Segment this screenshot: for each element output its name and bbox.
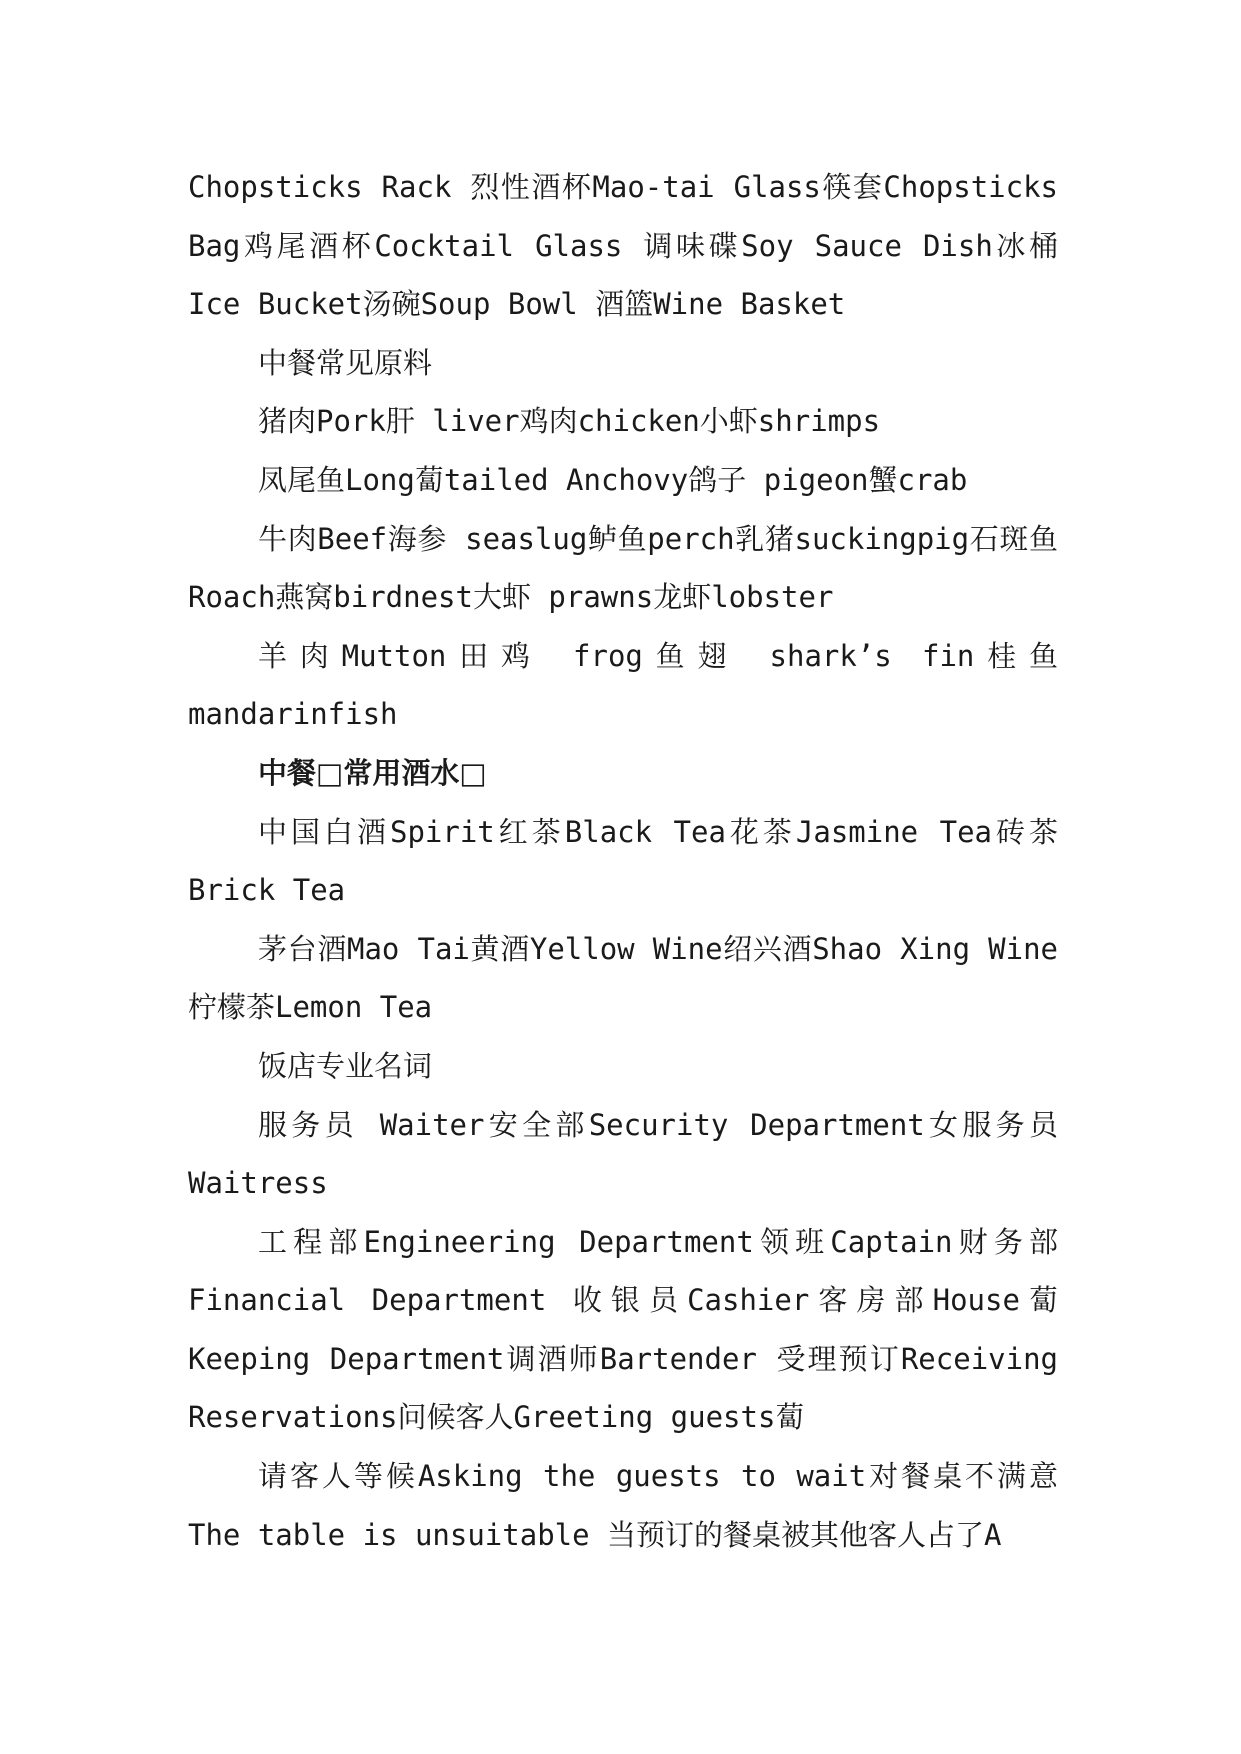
paragraph-hotel-terms-2: 工程部Engineering Department领班Captain财务部Financial Department 收银员Cashier客房部House蔔Keeping Department调酒师Bartender 受理预订Receiving Reservations问候客人Greeting guests蔔 [188, 1224, 1058, 1435]
paragraph-ingredients-2: 凤尾鱼Long蔔tailed Anchovy鸽子 pigeon蟹crab [258, 462, 968, 497]
paragraph-drinks-2: 茅台酒Mao Tai黄酒Yellow Wine绍兴酒Shao Xing Wine柠檬茶Lemon Tea [188, 931, 1058, 1025]
paragraph-drinks-1: 中国白酒Spirit红茶Black Tea花茶Jasmine Tea砖茶Brick Tea [188, 814, 1058, 908]
paragraph-ingredients-3: 牛肉Beef海参 seaslug鲈鱼perch乳猪suckingpig石斑鱼Roach燕窝birdnest大虾 prawns龙虾lobster [188, 521, 1058, 615]
paragraph-ingredients-4: 羊肉Mutton田鸡 frog鱼翅 shark’s fin桂鱼mandarinfish [188, 638, 1058, 732]
section-title-hotel-terms: 饭店专业名词 [258, 1048, 433, 1083]
paragraph-tableware: Chopsticks Rack 烈性酒杯Mao-tai Glass筷套Chopsticks Bag鸡尾酒杯Cocktail Glass 调味碟Soy Sauce Dish冰桶Ice Bucket汤碗Soup Bowl 酒篮Wine Basket [188, 170, 1058, 322]
paragraph-hotel-terms-1: 服务员 Waiter安全部Security Department女服务员Waitress [188, 1107, 1058, 1201]
section-heading-drinks: 中餐□常用酒水□ [258, 755, 487, 790]
section-title-ingredients: 中餐常见原料 [258, 345, 433, 380]
document-page [188, 158, 1058, 1564]
paragraph-hotel-terms-3: 请客人等候Asking the guests to wait对餐桌不满意The table is unsuitable 当预订的餐桌被其他客人占了A [188, 1459, 1058, 1552]
paragraph-ingredients-1: 猪肉Pork肝 liver鸡肉chicken小虾shrimps [258, 404, 881, 439]
